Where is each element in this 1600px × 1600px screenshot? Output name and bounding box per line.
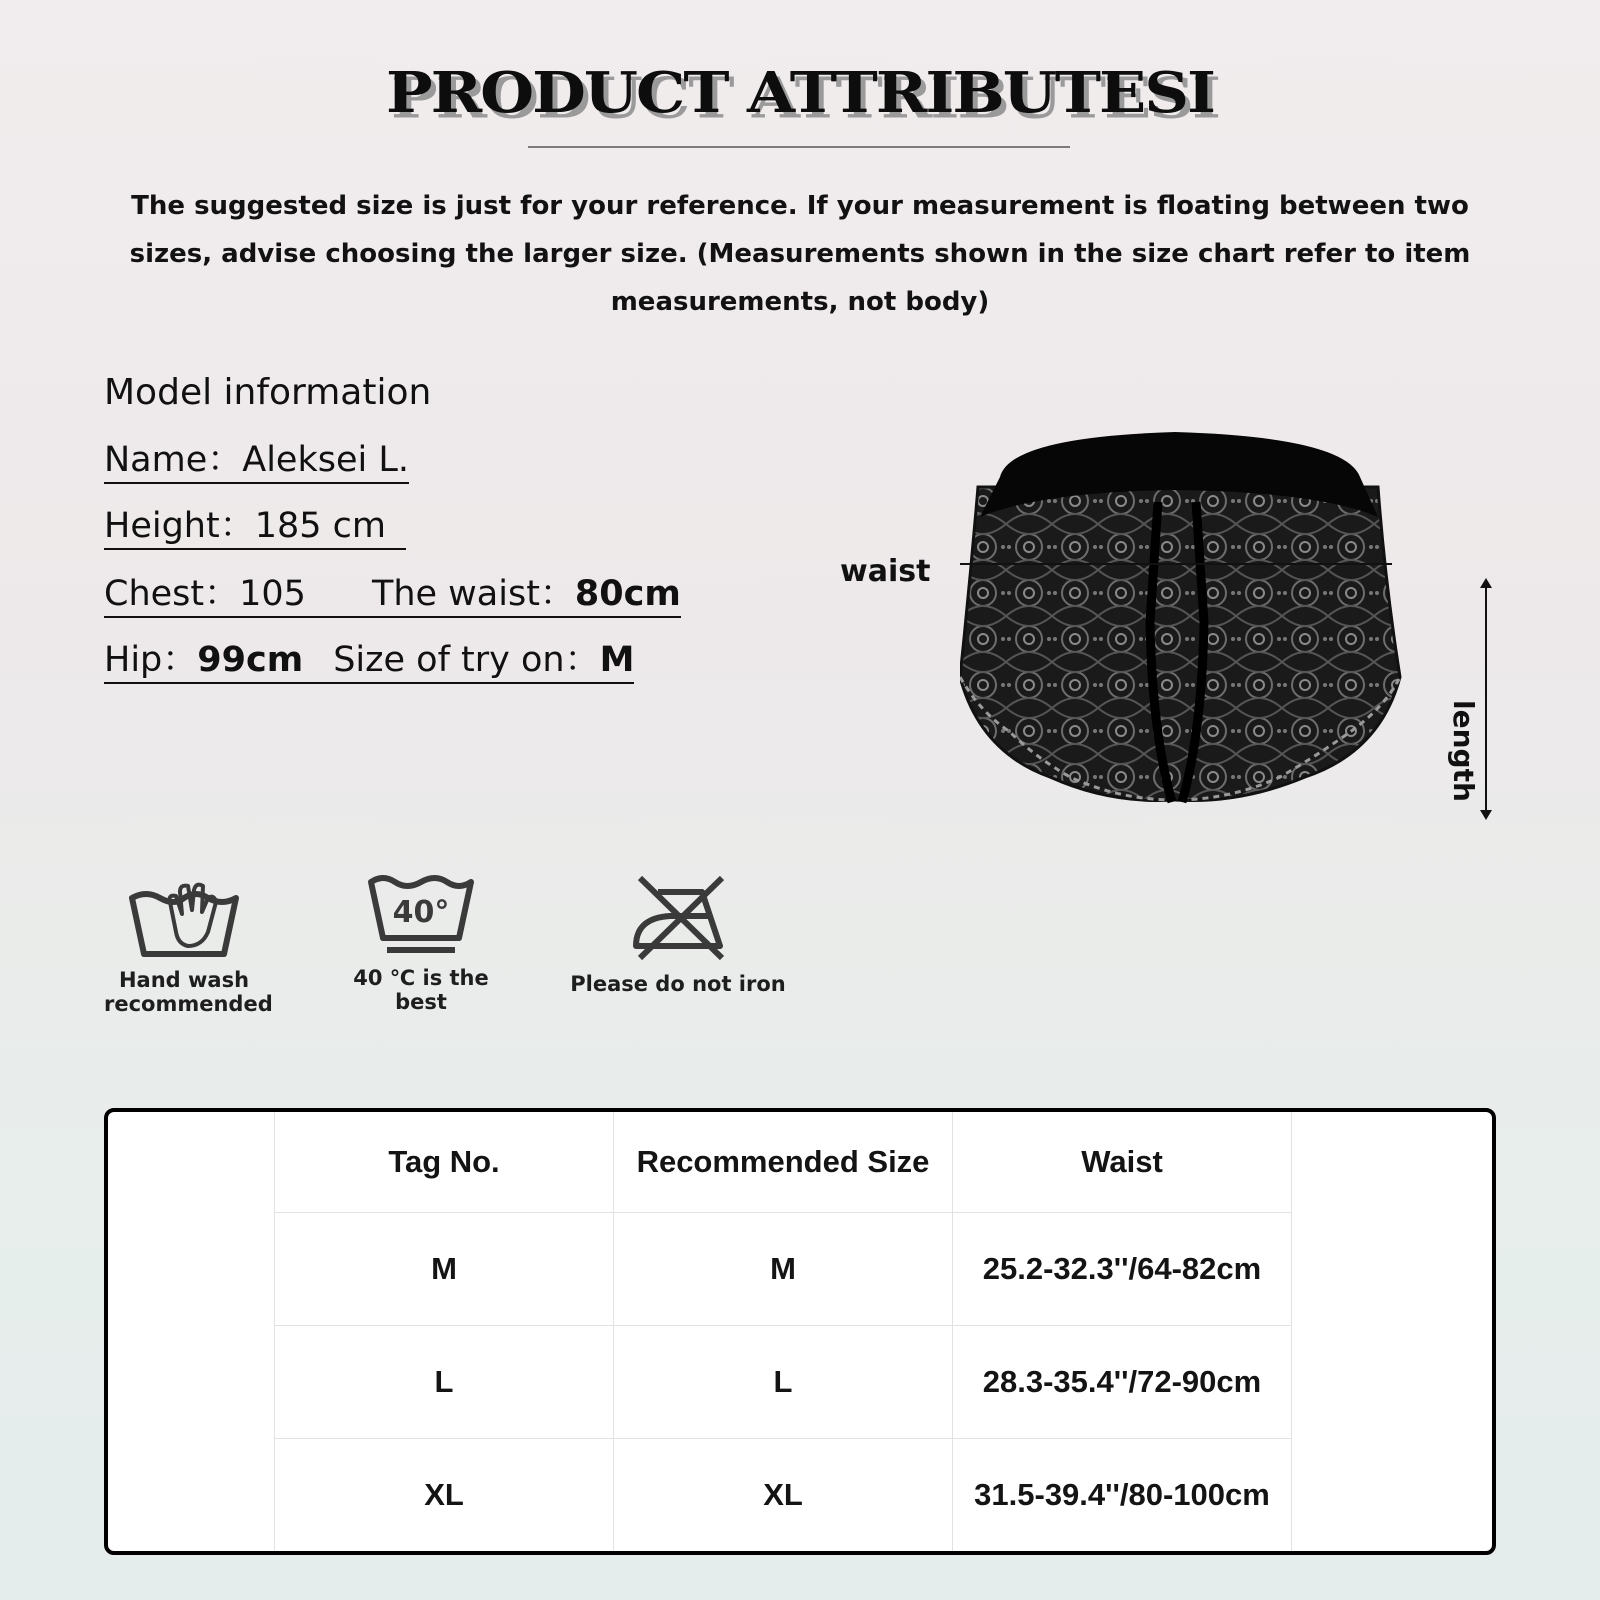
name-value: Aleksei L. <box>242 440 409 480</box>
hand-wash-line2: recommended <box>104 992 273 1016</box>
page-title: PRODUCT ATTRIBUTESI <box>385 59 1214 126</box>
table-header-row <box>108 1112 1492 1213</box>
hand-wash-line1: Hand wash <box>118 968 250 992</box>
header-tag-no: Tag No. <box>275 1112 614 1213</box>
size-label: Size of try on： <box>333 640 600 680</box>
brief-body <box>960 487 1400 801</box>
model-height-row <box>104 506 406 550</box>
tag-cell: M <box>275 1213 614 1326</box>
size-value: M <box>599 640 635 680</box>
table-row <box>108 1326 1492 1439</box>
header-waist: Waist <box>953 1112 1292 1213</box>
table-row <box>108 1439 1492 1551</box>
table-row <box>108 1213 1492 1326</box>
care-hand-wash <box>104 862 273 1016</box>
height-label: Height： <box>104 506 255 546</box>
chest-label: Chest： <box>104 574 240 614</box>
name-label: Name： <box>104 440 243 480</box>
chest-value: 105 <box>239 574 306 614</box>
hand-wash-icon <box>124 862 244 962</box>
model-hip-size-row <box>104 640 634 684</box>
do-not-iron-icon <box>630 876 726 960</box>
title-block <box>0 59 1600 126</box>
length-arrow-icon <box>1478 578 1494 820</box>
care-no-iron <box>568 876 788 996</box>
waist-cell: 25.2-32.3''/64-82cm <box>953 1213 1292 1326</box>
length-measure-label: length <box>1447 700 1480 802</box>
tag-cell: XL <box>275 1439 614 1551</box>
table-edge-cell <box>1292 1112 1492 1213</box>
waist-value: 80cm <box>574 574 681 614</box>
waist-cell: 28.3-35.4''/72-90cm <box>953 1326 1292 1439</box>
size-note: The suggested size is just for your reference. If your measurement is floating between two sizes, advise choosing the larger size. (Measurements shown in the size chart refer to item measurements, not body) <box>129 191 1471 317</box>
wash-temp-text: 40° <box>392 895 450 930</box>
wash-40-line1: 40 ℃ is the best <box>353 966 489 1014</box>
model-chest-waist-row <box>104 574 681 618</box>
size-cell: M <box>614 1213 953 1326</box>
no-iron-line1: Please do not iron <box>570 972 786 996</box>
hip-value: 99cm <box>197 640 304 680</box>
model-heading: Model information <box>104 372 432 413</box>
care-wash-40 <box>326 872 516 1014</box>
title-divider <box>528 146 1070 148</box>
size-cell: XL <box>614 1439 953 1551</box>
waist-label: The waist： <box>371 574 575 614</box>
model-name-row <box>104 440 409 484</box>
size-chart-table <box>104 1108 1496 1555</box>
height-value: 185 cm <box>254 506 386 546</box>
table-blank-cell <box>108 1112 275 1213</box>
waist-cell: 31.5-39.4''/80-100cm <box>953 1439 1292 1551</box>
wash-40-icon <box>365 872 477 956</box>
size-cell: L <box>614 1326 953 1439</box>
lace-brief-image <box>960 432 1420 822</box>
waist-measure-label: waist <box>840 554 931 589</box>
hip-label: Hip： <box>104 640 198 680</box>
header-recommended-size: Recommended Size <box>614 1112 953 1213</box>
tag-cell: L <box>275 1326 614 1439</box>
